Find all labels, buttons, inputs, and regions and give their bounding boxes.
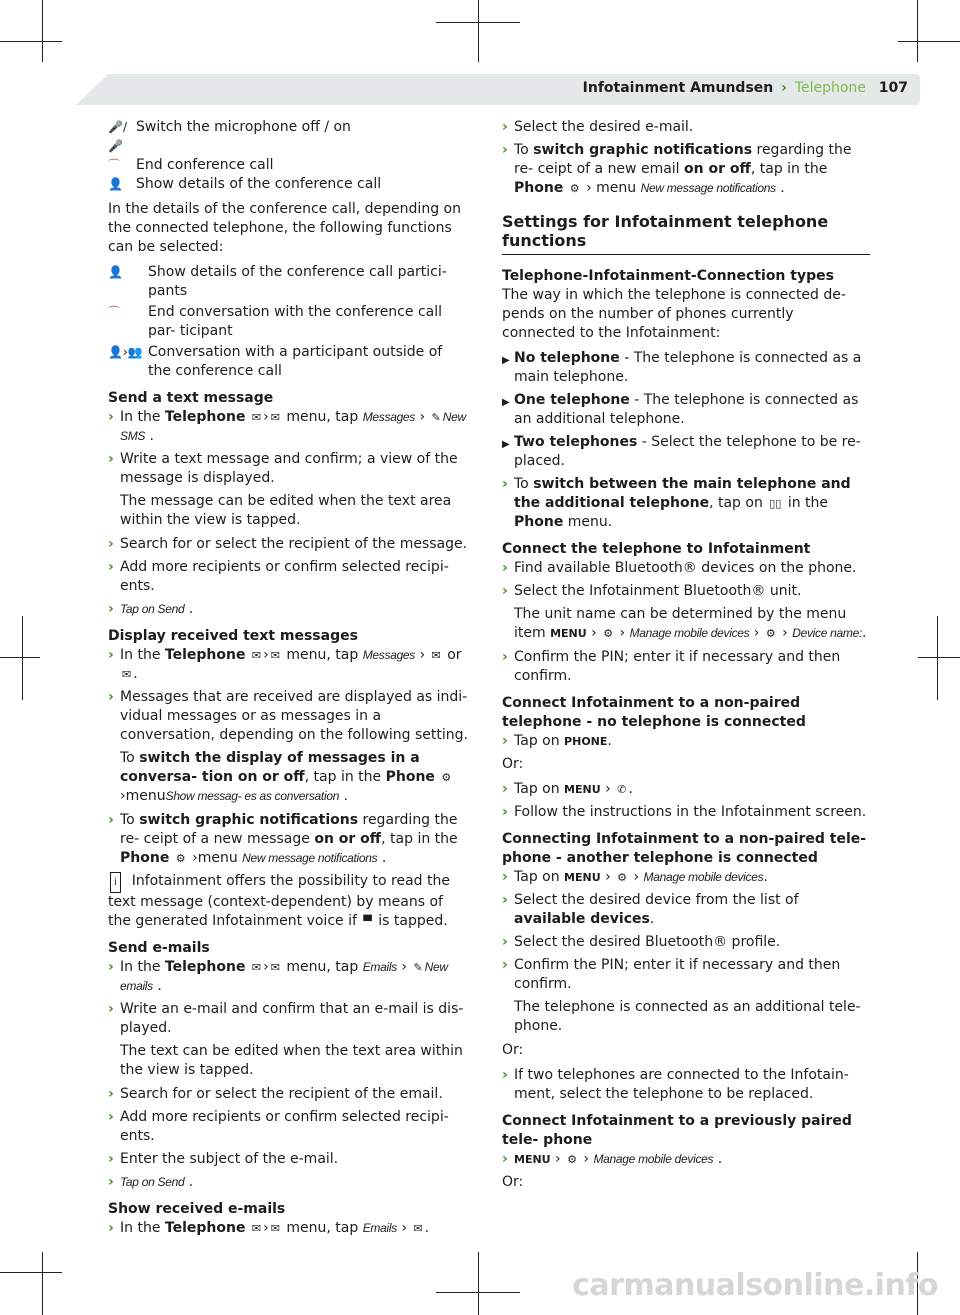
messages-icon: ✉	[251, 649, 262, 662]
step-text: In the Telephone ✉ › ✉ menu, tap Emails › ✎ New emails .	[120, 959, 448, 994]
swap-phone-icon: ▯▯	[769, 497, 782, 510]
connection-types-intro: The way in which the telephone is connected de- pends on the number of phones currently connected to the Infotainment:	[502, 287, 846, 341]
detail-item	[108, 343, 468, 381]
conversation-icon: ✉	[122, 668, 132, 681]
step-text: Messages that are received are displayed as indi- vidual messages or as messages in a conversation, depending on the following setting.	[120, 689, 468, 743]
step-text: In the Telephone ✉ › ✉ menu, tap Emails › ✉ .	[120, 1220, 430, 1236]
left-column	[108, 118, 468, 1242]
step	[108, 646, 468, 684]
step-text: Confirm the PIN; enter it if necessary and then confirm.	[514, 957, 841, 992]
crop-mark	[918, 657, 960, 658]
end-call-icon: ⌒	[108, 158, 121, 172]
section-title: Telephone	[794, 80, 866, 96]
connect-heading: Connect the telephone to Infotainment	[502, 541, 811, 557]
step-text: Write an e-mail and confirm that an e-mail is dis- played.	[120, 1001, 464, 1036]
step	[502, 559, 870, 578]
step-text: Tap on MENU › ⚙ › Manage mobile devices.	[514, 869, 768, 885]
menu-button-label: MENU	[550, 627, 587, 640]
icon-item-text: End conference call	[136, 157, 274, 173]
prev-paired-heading: Connect Infotainment to a previously paired tele- phone	[502, 1113, 852, 1148]
step	[108, 408, 468, 446]
step-text: Add more recipients or confirm selected recipi- ents.	[120, 1109, 449, 1144]
messages-icon: ✉	[251, 961, 262, 974]
crop-mark	[917, 0, 918, 62]
or-text: Or:	[502, 1042, 524, 1058]
step-text: Tap on Send	[120, 1175, 185, 1189]
bullet-item: ▶ One telephone - The telephone is connected as an additional telephone.	[502, 392, 859, 427]
watermark: carmanualsonline.info	[572, 1268, 938, 1303]
crop-mark	[436, 1292, 520, 1293]
info-note: i Infotainment offers the possibility to read the text message (context-dependent) by means of the generated Infotainment voice if ▀ is tapped.	[108, 873, 450, 929]
step	[502, 475, 870, 532]
messages-icon: ✉	[251, 411, 262, 424]
step-arrow-icon: ›	[108, 1174, 114, 1190]
details-intro: In the details of the conference call, depending on the connected telephone, the following functions can be selected:	[108, 201, 461, 255]
crop-mark	[0, 1272, 62, 1273]
step	[108, 958, 468, 996]
step-text: Follow the instructions in the Infotainment screen.	[514, 804, 867, 820]
step	[108, 1000, 468, 1038]
step-arrow-icon: ›	[502, 781, 508, 797]
person-icon: 👤	[108, 265, 123, 279]
step-arrow-icon: ›	[108, 559, 114, 575]
step-arrow-icon: ›	[108, 1109, 114, 1125]
info-icon: i	[110, 872, 121, 893]
step-text: Search for or select the recipient of the message.	[120, 536, 468, 552]
step	[502, 933, 870, 952]
end-call-icon: ⌒	[108, 305, 121, 319]
step: › Tap on Send .	[108, 1174, 194, 1190]
step-text: Add more recipients or confirm selected recipi- ents.	[120, 559, 449, 594]
icon-item	[108, 175, 468, 194]
settings-icon: ⚙	[569, 182, 580, 195]
step-arrow-icon: ›	[108, 601, 114, 617]
crop-mark	[0, 657, 40, 658]
step-text: Select the desired e-mail.	[514, 119, 694, 135]
step-text: In the Telephone ✉ › ✉ menu, tap Messages › ✎ New SMS .	[120, 409, 466, 444]
detail-item-text: Conversation with a participant outside of the conference call	[148, 344, 443, 379]
step	[502, 118, 870, 137]
step-text: Select the desired device from the list of available devices.	[514, 892, 799, 927]
step-arrow-icon: ›	[108, 647, 114, 663]
messages-icon: ✉	[270, 961, 280, 974]
bullet-triangle-icon: ▶	[502, 397, 510, 408]
show-email-heading: Show received e-mails	[108, 1201, 286, 1217]
step-note: The text can be edited when the text area within the view is tapped.	[120, 1043, 463, 1078]
step	[108, 450, 468, 488]
right-column	[502, 118, 870, 1198]
step	[502, 648, 870, 686]
icon-item-text: Show details of the conference call	[136, 176, 382, 192]
step-text: Tap on PHONE.	[514, 733, 612, 749]
send-email-heading: Send e-mails	[108, 940, 210, 956]
step	[108, 688, 468, 745]
display-text-heading: Display received text messages	[108, 628, 358, 644]
step-text: If two telephones are connected to the Infotain- ment, select the telephone to be replaced.	[514, 1067, 849, 1102]
step-arrow-icon: ›	[502, 892, 508, 908]
step-arrow-icon: ›	[502, 583, 508, 599]
crop-mark	[478, 0, 479, 62]
step-arrow-icon: ›	[108, 959, 114, 975]
step-note: The unit name can be determined by the menu item MENU › ⚙ › Manage mobile devices › ⚙ › Device name:.	[514, 606, 867, 641]
step-arrow-icon: ›	[502, 733, 508, 749]
step	[502, 1150, 870, 1169]
crop-mark	[478, 1252, 479, 1315]
bullet-triangle-icon: ▶	[502, 355, 510, 366]
step-text: Write a text message and confirm; a view of the message is displayed.	[120, 451, 458, 486]
section-heading: Settings for Infotainment telephone functions	[502, 212, 870, 255]
bullet-triangle-icon: ▶	[502, 439, 510, 450]
detail-item	[108, 303, 468, 341]
phone-button-label: PHONE	[564, 735, 608, 748]
step	[108, 1219, 468, 1238]
step-arrow-icon: ›	[502, 119, 508, 135]
step	[502, 780, 870, 799]
phone-icon: ✆	[617, 783, 627, 796]
step-note: To switch the display of messages in a conversa- tion on or off, tap in the Phone ⚙ ›menuShow messag- es as conversation .	[120, 750, 452, 804]
step-text: Tap on MENU › ✆ .	[514, 781, 633, 797]
menu-button-label: MENU	[564, 783, 601, 796]
bullet-item: ▶ Two telephones - Select the telephone to be re- placed.	[502, 434, 861, 469]
crop-mark	[898, 41, 960, 42]
or-text: Or:	[502, 756, 524, 772]
settings-icon: ⚙	[603, 627, 614, 640]
settings-icon: ⚙	[617, 871, 628, 884]
step	[502, 868, 870, 887]
step-arrow-icon: ›	[502, 804, 508, 820]
step-arrow-icon: ›	[108, 1220, 114, 1236]
inbox-icon: ✉	[431, 649, 441, 662]
step-arrow-icon: ›	[502, 476, 508, 492]
step	[108, 535, 468, 554]
crop-mark	[436, 22, 520, 23]
new-message-icon: ✎	[413, 961, 423, 974]
mic-toggle-icon: 🎤/🎤	[108, 120, 127, 153]
step-arrow-icon: ›	[108, 409, 114, 425]
step	[502, 956, 870, 994]
detail-item-text: End conversation with the conference call par- ticipant	[148, 304, 442, 339]
step-arrow-icon: ›	[502, 957, 508, 973]
step: › Tap on Send .	[108, 601, 194, 617]
inbox-icon: ✉	[413, 1222, 423, 1235]
detail-item-text: Show details of the conference call partici- pants	[148, 264, 447, 299]
step	[502, 141, 870, 198]
step	[108, 1108, 468, 1146]
detail-item	[108, 263, 468, 301]
step-arrow-icon: ›	[108, 689, 114, 705]
speech-icon: ▀	[363, 915, 372, 928]
icon-item-text: Switch the microphone off / on	[136, 119, 351, 135]
new-message-icon: ✎	[431, 411, 441, 424]
step	[502, 582, 870, 601]
step-arrow-icon: ›	[108, 1151, 114, 1167]
icon-item	[108, 156, 468, 175]
messages-icon: ✉	[270, 411, 280, 424]
step-text: To switch graphic notifications regarding the re- ceipt of a new email on or off, tap in the Phone ⚙ › menu New message notifications .	[514, 142, 852, 196]
crop-mark	[937, 616, 938, 700]
connection-types-heading: Telephone-Infotainment-Connection types	[502, 268, 834, 284]
menu-button-label: MENU	[564, 871, 601, 884]
crop-mark	[22, 616, 23, 700]
settings-icon: ⚙	[175, 852, 186, 865]
step-text: Find available Bluetooth® devices on the phone.	[514, 560, 857, 576]
step-arrow-icon: ›	[502, 1151, 508, 1167]
step-arrow-icon: ›	[108, 536, 114, 552]
step-text: Tap on Send	[120, 602, 185, 616]
step-arrow-icon: ›	[108, 451, 114, 467]
messages-icon: ✉	[251, 1222, 262, 1235]
step	[502, 891, 870, 929]
step-text: Confirm the PIN; enter it if necessary and then confirm.	[514, 649, 841, 684]
step-note: The telephone is connected as an additional tele- phone.	[514, 999, 861, 1034]
step-text: Select the desired Bluetooth® profile.	[514, 934, 781, 950]
icon-item	[108, 118, 468, 156]
settings-icon: ⚙	[567, 1153, 577, 1166]
step	[502, 1066, 870, 1104]
bullet-item: ▶ No telephone - The telephone is connected as a main telephone.	[502, 350, 862, 385]
step-arrow-icon: ›	[502, 934, 508, 950]
messages-icon: ✉	[270, 1222, 280, 1235]
step-text: Search for or select the recipient of the email.	[120, 1086, 443, 1102]
nonpaired-other-heading: Connecting Infotainment to a non-paired tele- phone - another telephone is connected	[502, 831, 867, 866]
settings-icon: ⚙	[441, 771, 452, 784]
step-text: In the Telephone ✉ › ✉ menu, tap Messages › ✉ or ✉ .	[120, 647, 462, 682]
private-call-icon: 👤›👥	[108, 345, 143, 359]
chapter-title: Infotainment Amundsen	[582, 80, 774, 96]
step-arrow-icon: ›	[502, 560, 508, 576]
step-arrow-icon: ›	[502, 869, 508, 885]
or-text: Or:	[502, 1174, 524, 1190]
step	[108, 558, 468, 596]
crop-mark	[42, 1252, 43, 1315]
step-note: The message can be edited when the text area within the view is tapped.	[120, 493, 452, 528]
crop-mark	[0, 41, 62, 42]
step-text: Select the Infotainment Bluetooth® unit.	[514, 583, 802, 599]
participants-icon: 👤	[108, 177, 123, 191]
step	[502, 732, 870, 751]
step	[108, 1150, 468, 1169]
settings-icon: ⚙	[765, 627, 776, 640]
step-text: To switch graphic notifications regarding the re- ceipt of a new message on or off, tap in the Phone ⚙ ›menu New message notifications .	[120, 812, 458, 866]
step	[502, 803, 870, 822]
crop-mark	[42, 0, 43, 62]
messages-icon: ✉	[270, 649, 280, 662]
step-arrow-icon: ›	[502, 1067, 508, 1083]
step-arrow-icon: ›	[108, 812, 114, 828]
step	[108, 811, 468, 868]
step-arrow-icon: ›	[502, 142, 508, 158]
step-arrow-icon: ›	[108, 1001, 114, 1017]
step-arrow-icon: ›	[108, 1086, 114, 1102]
step	[108, 1085, 468, 1104]
step-text: To switch between the main telephone and the additional telephone, tap on ▯▯ in the Phone menu.	[514, 476, 851, 530]
page-number: 107	[878, 80, 908, 96]
page-header	[583, 80, 908, 96]
step-arrow-icon: ›	[502, 649, 508, 665]
step-text: MENU › ⚙ › Manage mobile devices .	[514, 1151, 723, 1167]
send-text-heading: Send a text message	[108, 390, 274, 406]
step-text: Enter the subject of the e-mail.	[120, 1151, 339, 1167]
header-separator: ›	[781, 80, 787, 96]
nonpaired-none-heading: Connect Infotainment to a non-paired telephone - no telephone is connected	[502, 695, 806, 730]
menu-button-label: MENU	[514, 1153, 551, 1166]
